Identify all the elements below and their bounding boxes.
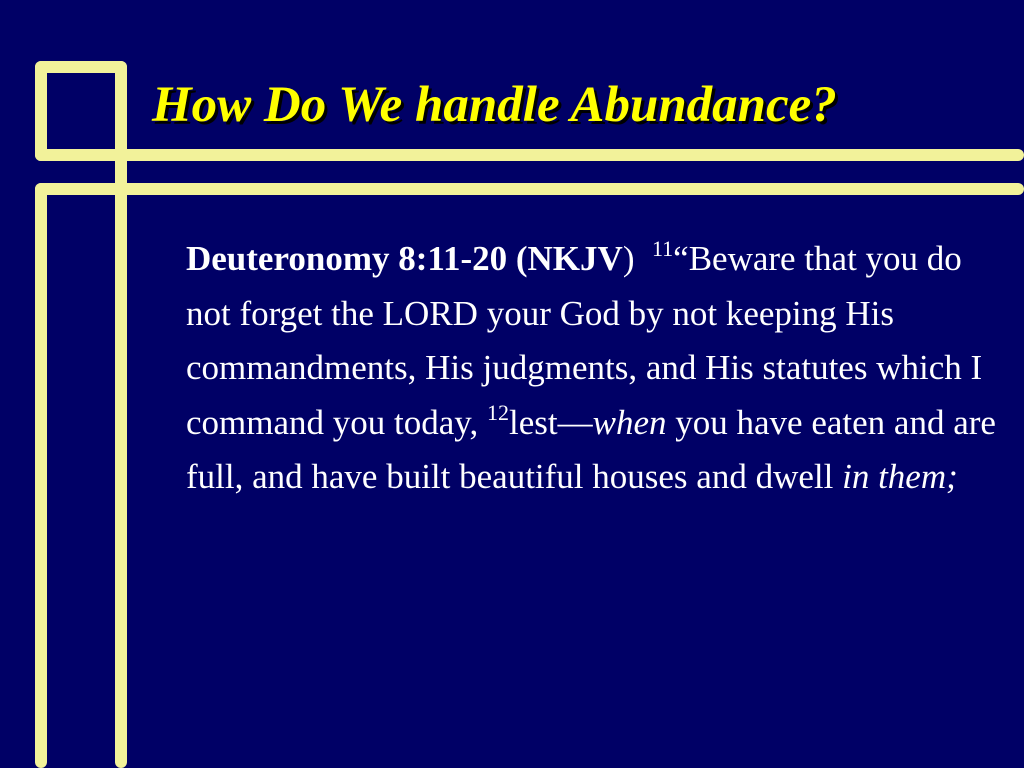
frame-title-underline xyxy=(35,149,1024,161)
frame-vertical-divider xyxy=(115,61,127,768)
frame-square-left-line xyxy=(35,61,47,161)
scripture-reference-close-paren: ) xyxy=(622,239,635,278)
verse-12-text-middle: you have eaten and are full, and have built beautiful houses and dwell xyxy=(186,402,996,497)
verse-11-text: “Beware that you do not forget the LORD your God by not keeping His commandments, His judgments, and His statutes which I command you today, xyxy=(186,239,983,442)
verse-number-12: 12 xyxy=(487,399,510,425)
scripture-passage xyxy=(186,232,1001,505)
verse-number-11: 11 xyxy=(651,236,674,261)
scripture-reference: Deuteronomy 8:11-20 (NKJV xyxy=(186,239,623,278)
frame-content-top-line xyxy=(35,183,1024,195)
slide-title: How Do We handle Abundance? xyxy=(152,77,837,133)
verse-12-italic-when: when xyxy=(592,402,667,442)
frame-content-left-line xyxy=(35,183,47,768)
verse-12-italic-in-them: in them; xyxy=(842,457,958,497)
frame-square-top-line xyxy=(35,61,127,73)
verse-12-text-start: lest— xyxy=(509,402,593,442)
